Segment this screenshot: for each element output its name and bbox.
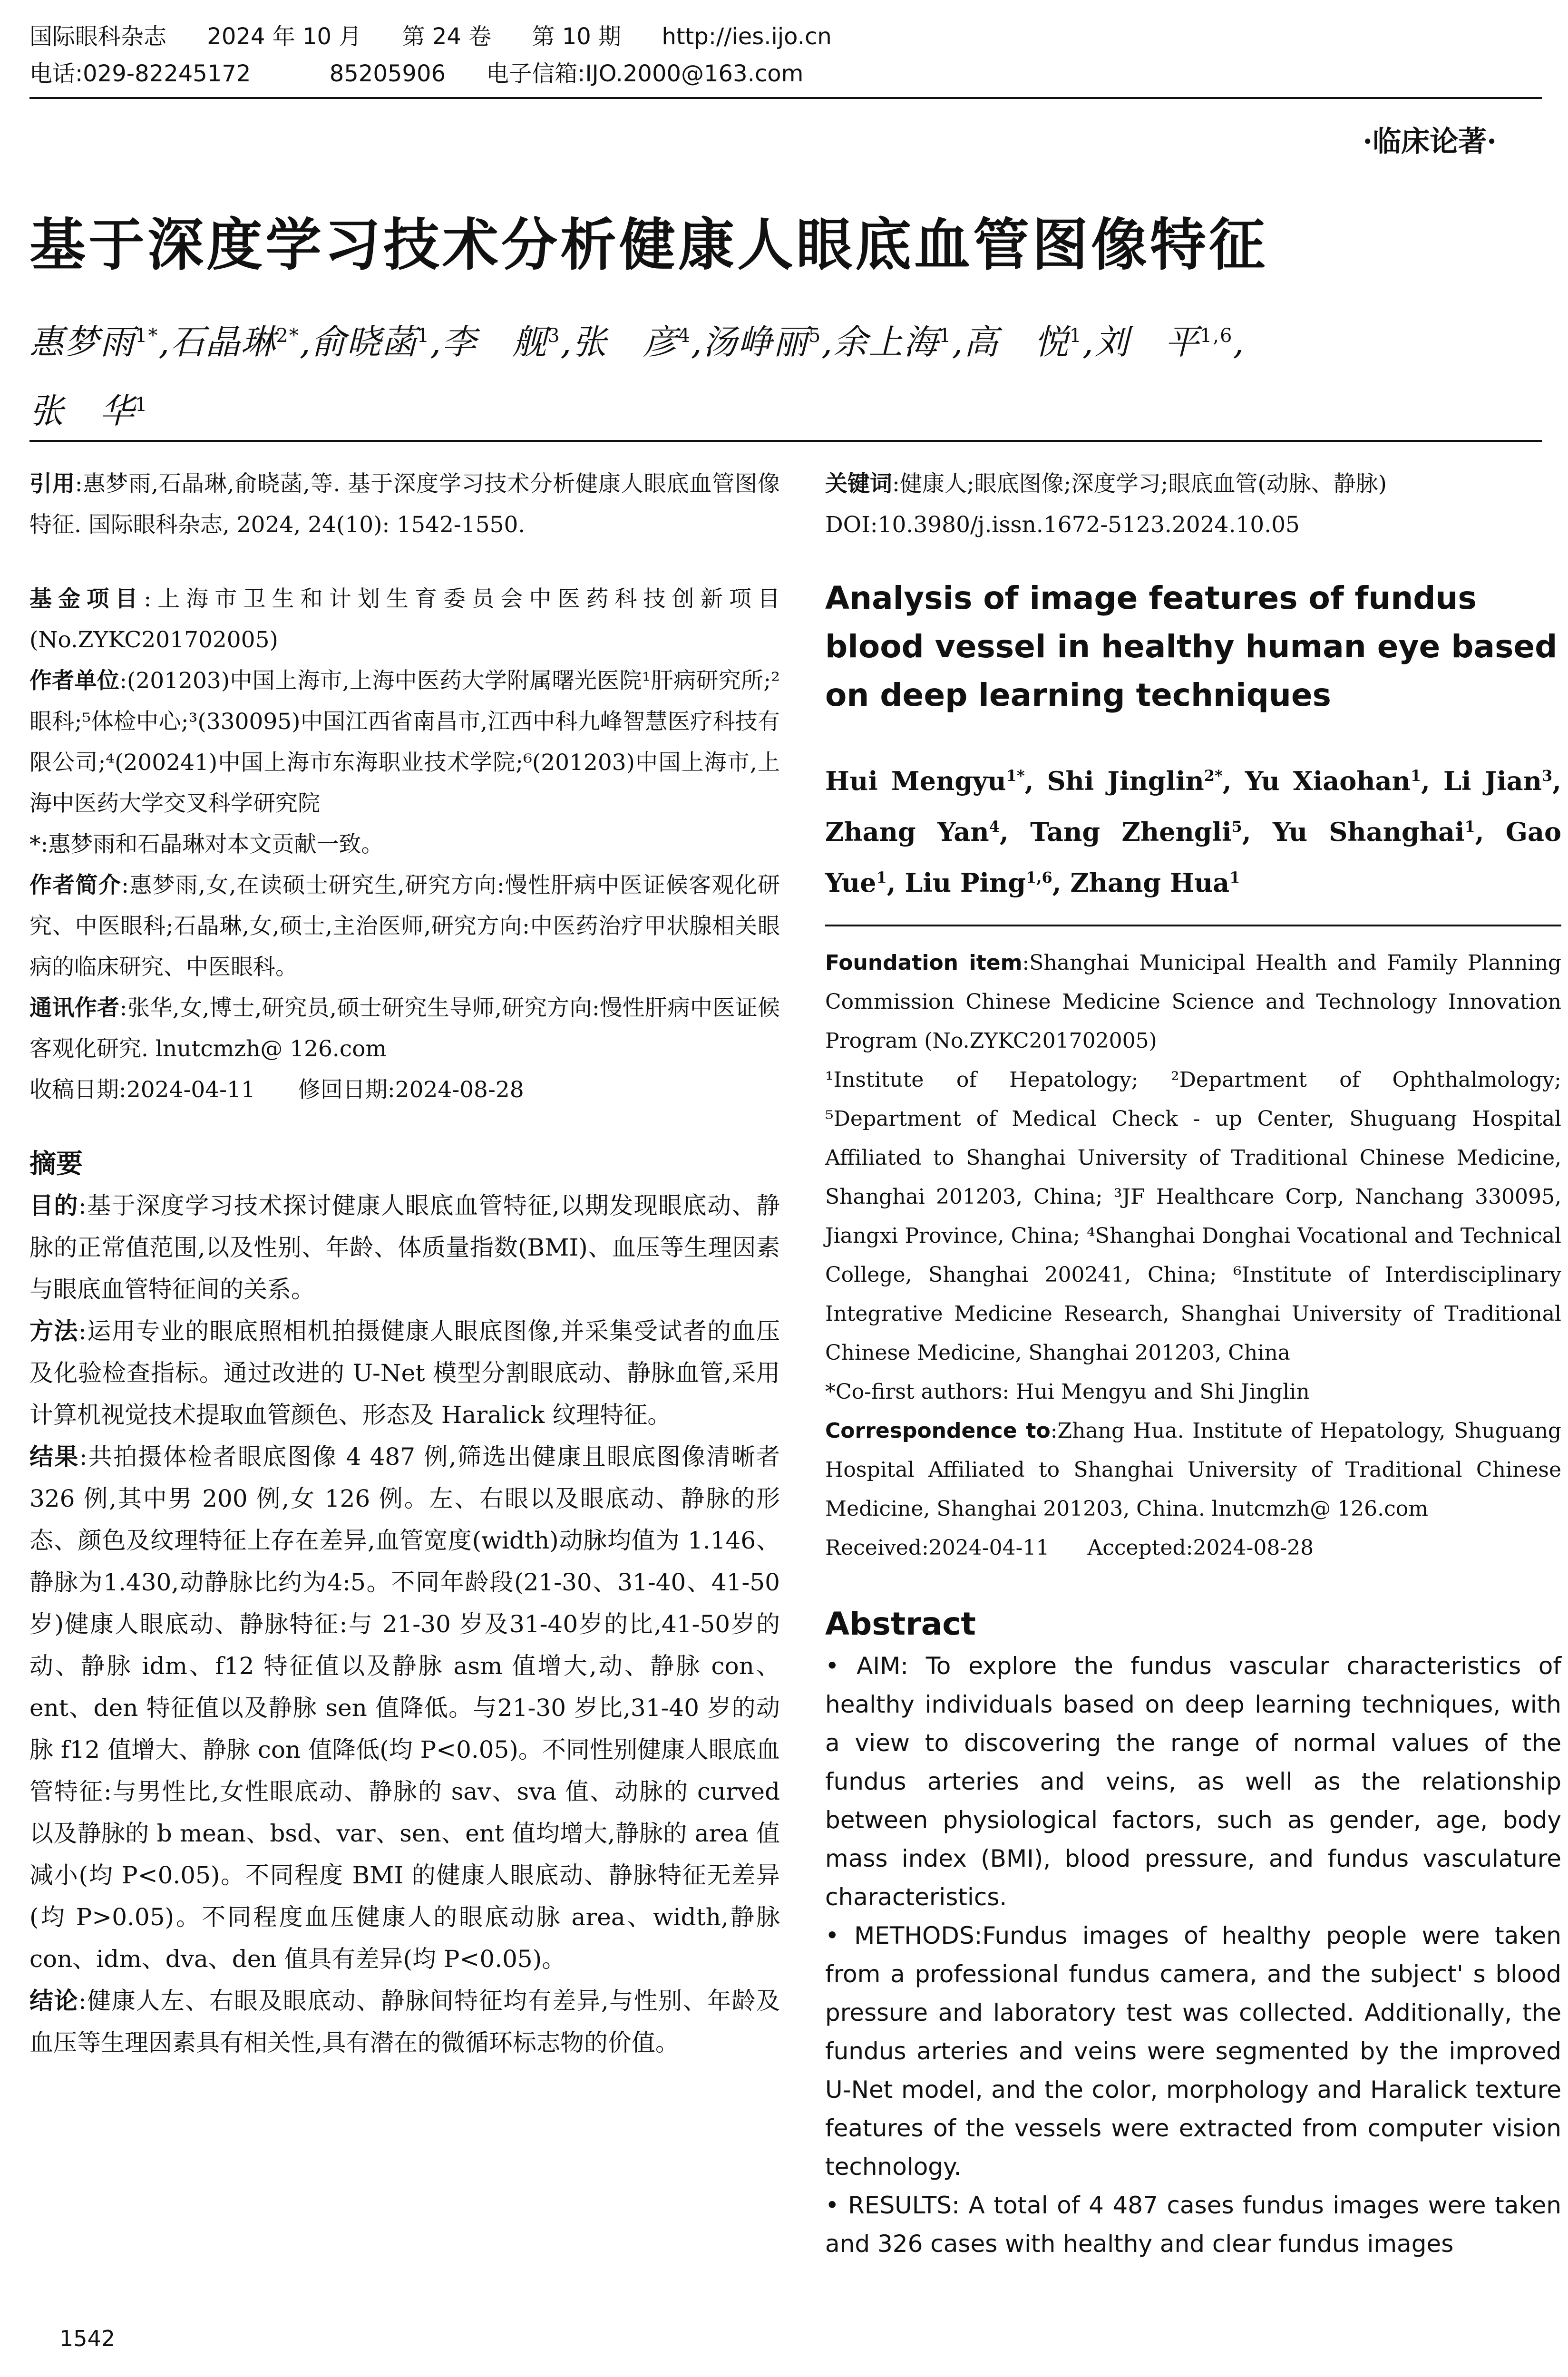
corr-en-label: Correspondence to [825,1419,1051,1443]
en-author-sup: 1,6 [1026,868,1052,887]
author-list: 惠梦雨$^{1*}$,石晶琳$^{2*}$,俞晓菡$^1$,李 舰$^3$,张 彦$^4$,汤峥丽$^5$,余上海$^1$,高 悦$^1$,刘 平$^{1,6}$, 张 华$^1$ [29,322,1245,431]
abstract-methods-en: • METHODS:Fundus images of healthy people were taken from a professional fundus camera, and the subject' s blood pressure and laboratory test was collected. Additionally, the fundus arteries and veins were segmented by the improved U-Net model, and the color, morphology and Haralick texture features of the vessels were extracted from computer vision technology. [825,1922,1561,2181]
corr-en-text: :Zhang Hua. Institute of Hepatology, Shuguang Hospital Affiliated to Shanghai University of Traditional Chinese Medicine, Shanghai 201203, China. lnutcmzh@ 126.com [825,1419,1561,1521]
author-sup: 1 [939,325,952,347]
volume: 第 24 卷 [402,23,492,50]
cofirst-note: *:惠梦雨和石晶琳对本文贡献一致。 [29,831,384,857]
author-sup: 2* [276,325,300,347]
corr-text: :张华,女,博士,研究员,硕士研究生导师,研究方向:慢性肝病中医证候客观化研究. lnutcmzh@ 126.com [29,995,780,1062]
author: 汤峥丽 [702,322,808,362]
journal-url[interactable]: http://ies.ijo.cn [662,23,832,50]
header-rule [29,97,1542,99]
foundation-item [825,944,1561,1061]
affil-text: :(201203)中国上海市,上海中医药大学附属曙光医院¹肝病研究所;²眼科;⁵体检中心;³(330095)中国江西省南昌市,江西中科九峰智慧医疗科技有限公司;⁴(200241)中国上海市东海职业技术学院;⁶(201203)中国上海市,上海中医药大学交叉科学研究院 [29,668,780,817]
affil-label: 作者单位 [29,668,120,694]
bio-label: 作者简介 [29,872,122,898]
phone2: 85205906 [329,60,446,87]
author-sup: 5 [808,325,822,347]
author: 石晶琳 [170,322,276,362]
author-sup: 1,6 [1199,325,1233,347]
results-text: :共拍摄体检者眼底图像 4 487 例,筛选出健康且眼底图像清晰者 326 例,其中男 200 例,女 126 例。左、右眼以及眼底动、静脉的形态、颜色及纹理特征上存在差异,血管宽度(width)动脉均值为 1.146、静脉为1.430,动静脉比约为4:5。不同年龄段(21-30、31-40、41-50 岁)健康人眼底动、静脉特征:与 21-30 岁及31-40岁的比,41-50岁的动、静脉 idm、f12 特征值以及静脉 asm 值增大,动、静脉 con、ent、den 特征值以及静脉 sen 值降低。与21-30 岁比,31-40 岁的动脉 f12 值增大、静脉 con 值降低(均 P<0.05)。不同性别健康人眼底血管特征:与男性比,女性眼底动、静脉的 sav、sva 值、动脉的 curved 以及静脉的 b mean、bsd、var、sen、ent 值均增大,静脉的 area 值减小(均 P<0.05)。不同程度 BMI 的健康人眼底动、静脉特征无差异(均 P>0.05)。不同程度血压健康人的眼底动脉 area、width,静脉 con、idm、dva、den 值具有差异(均 P<0.05)。 [29,1443,780,1973]
en-author: Li Jian [1443,766,1542,796]
author-sup: 4 [678,325,691,347]
en-author-sup: 5 [1231,818,1242,836]
en-author: Yu Shanghai [1272,817,1465,847]
left-column [29,464,780,2064]
author-sup: 3 [547,325,561,347]
revised-date: 修回日期:2024-08-28 [298,1077,524,1103]
en-author-sup: 1 [1229,868,1240,887]
author-sup: 1* [135,325,159,347]
citation [29,464,780,546]
citation-text: :惠梦雨,石晶琳,俞晓菡,等. 基于深度学习技术分析健康人眼底血管图像特征. 国际眼科杂志, 2024, 24(10): 1542-1550. [29,471,780,538]
abstract-heading-cn: 摘要 [29,1149,83,1179]
author: 刘 平 [1094,322,1200,362]
section-tag: ·临床论著· [1363,125,1497,158]
en-author: Zhang Hua [1070,867,1230,898]
dates [29,1070,780,1111]
fi-label: Foundation item [825,951,1023,975]
abstract-conclusion-cn [29,1980,780,2064]
author: 惠梦雨 [29,322,136,362]
fund [29,579,780,661]
right-column [825,464,1561,2263]
results-label: 结果 [29,1443,79,1471]
abstract-results-en: • RESULTS: A total of 4 487 cases fundus images were taken and 326 cases with healthy and clear fundus images [825,2192,1561,2258]
issue-date: 2024 年 10 月 [207,23,362,50]
en-author-sup: 1 [1464,818,1475,836]
corr-label: 通讯作者 [29,995,120,1021]
methods-text: :运用专业的眼底照相机拍摄健康人眼底图像,并采集受试者的血压及化验检查指标。通过改进的 U-Net 模型分割眼底动、静脉血管,采用计算机视觉技术提取血管颜色、形态及 Haralick 纹理特征。 [29,1317,780,1429]
author-bio [29,865,780,988]
phone: 电话:029-82245172 [29,60,251,87]
author: 余上海 [833,322,939,362]
author-sup: 1 [417,325,430,347]
en-author: Gao Yue [825,817,1562,898]
english-affiliation: ¹Institute of Hepatology; ²Department of Ophthalmology; ⁵Department of Medical Check - up Center, Shuguang Hospital Affiliated to Shanghai University of Traditional Chinese Medicine, Shanghai 201203, China; ³JF Healthcare Corp, Nanchang 330095, Jiangxi Province, China; ⁴Shanghai Donghai Vocational and Technical College, Shanghai 200241, China; ⁶Institute of Interdisciplinary Integrative Medicine Research, Shanghai University of Traditional Chinese Medicine, Shanghai 201203, China [825,1068,1561,1365]
page-title: 基于深度学习技术分析健康人眼底血管图像特征 [29,212,1268,278]
fi-text: :Shanghai Municipal Health and Family Planning Commission Chinese Medicine Science and Technology Innovation Program (No.ZYKC201702005) [825,951,1561,1053]
concl-text: :健康人左、右眼及眼底动、静脉间特征均有差异,与性别、年龄及血压等生理因素具有相关性,具有潜在的微循环标志物的价值。 [29,1987,780,2056]
en-author: Liu Ping [905,867,1026,898]
en-author: Yu Xiaohan [1245,766,1411,796]
concl-label: 结论 [29,1987,78,2015]
abstract-results-cn [29,1436,780,1980]
kw-label: 关键词 [825,471,892,497]
en-author-sup: 1 [876,868,887,887]
keywords [825,464,1561,505]
en-author-sup: 1 [1410,767,1422,785]
english-divider [825,925,1561,926]
author-sup: 1 [135,394,148,416]
page-number: 1542 [59,2326,116,2351]
correspondence [29,988,780,1070]
email[interactable]: 电子信箱:IJO.2000@163.com [486,60,804,87]
abstract-methods-cn [29,1310,780,1436]
english-title: Analysis of image features of fundus blood vessel in healthy human eye based on deep learning techniques [825,580,1558,713]
abstract-aim-en: • AIM: To explore the fundus vascular characteristics of healthy individuals based on deep learning techniques, with a view to discovering the range of normal values of the fundus arteries and veins, as well as the relationship between physiological factors, such as gender, age, body mass index (BMI), blood pressure, and fundus vasculature characteristics. [825,1652,1561,1911]
en-author-sup: 2* [1204,767,1223,785]
received-en: Received:2024-04-11 [825,1536,1050,1560]
journal-header [29,18,1542,99]
en-author: Shi Jinglin [1047,766,1204,796]
aim-text: :基于深度学习技术探讨健康人眼底血管特征,以期发现眼底动、静脉的正常值范围,以及性别、年龄、体质量指数(BMI)、血压等生理因素与眼底血管特征间的关系。 [29,1192,780,1303]
received-date: 收稿日期:2024-04-11 [29,1077,255,1103]
en-author: Zhang Yan [825,817,989,847]
author: 俞晓菡 [311,322,417,362]
author-sup: 1 [1069,325,1082,347]
english-dates [825,1529,1561,1568]
en-author: Hui Mengyu [825,766,1006,796]
english-author-list: Hui Mengyu$^{1*}$, Shi Jinglin$^{2*}$, Yu Xiaohan$^1$, Li Jian$^3$, Zhang Yan$^4$, Tang Zhengli$^5$, Yu Shanghai$^1$, Gao Yue$^1$, Liu Ping$^{1,6}$, Zhang Hua$^1$ [825,766,1562,898]
bio-text: :惠梦雨,女,在读硕士研究生,研究方向:慢性肝病中医证候客观化研究、中医眼科;石晶琳,女,硕士,主治医师,研究方向:中医药治疗甲状腺相关眼病的临床研究、中医眼科。 [29,872,780,980]
abstract-heading-en: Abstract [825,1606,976,1642]
author: 张 彦 [572,322,678,362]
en-author: Tang Zhengli [1030,817,1232,847]
citation-label: 引用 [29,471,75,497]
fund-text: :上海市卫生和计划生育委员会中医药科技创新项目(No.ZYKC201702005) [29,586,780,653]
fund-label: 基金项目 [29,586,144,612]
en-author-sup: 3 [1541,767,1553,785]
journal-name: 国际眼科杂志 [29,23,167,50]
aim-label: 目的 [29,1192,78,1219]
issue-number: 第 10 期 [532,23,622,50]
en-author-sup: 4 [989,818,1000,836]
kw-text: :健康人;眼底图像;深度学习;眼底血管(动脉、静脉) [892,471,1387,497]
english-correspondence [825,1412,1561,1529]
accepted-en: Accepted:2024-08-28 [1087,1536,1314,1560]
doi[interactable]: DOI:10.3980/j.issn.1672-5123.2024.10.05 [825,512,1300,538]
author: 张 华 [29,391,136,431]
abstract-aim-cn [29,1185,780,1310]
affiliation [29,661,780,824]
author: 李 舰 [442,322,548,362]
title-divider [29,440,1542,442]
english-cofirst: *Co-first authors: Hui Mengyu and Shi Jinglin [825,1380,1310,1404]
author: 高 悦 [964,322,1070,362]
en-author-sup: 1* [1006,767,1025,785]
methods-label: 方法 [29,1317,78,1345]
